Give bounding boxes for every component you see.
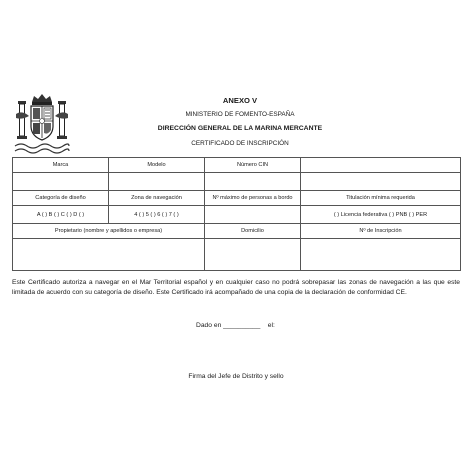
- label-domicilio: Domicilio: [205, 224, 301, 239]
- label-numero-inscripcion: Nº de Inscripción: [301, 224, 461, 239]
- label-propietario: Propietario (nombre y apellidos o empresa): [13, 224, 205, 239]
- design-category-options[interactable]: A ( ) B ( ) C ( ) D ( ): [13, 206, 109, 224]
- field-domicilio[interactable]: [205, 239, 301, 271]
- form-row-labels-1: [13, 158, 461, 173]
- form-row-values-1: [13, 173, 461, 191]
- field-modelo[interactable]: [109, 173, 205, 191]
- annex-title: ANEXO V: [222, 96, 258, 105]
- form-row-labels-2: [13, 191, 461, 206]
- signature-caption: Firma del Jefe de Distrito y sello: [188, 373, 284, 380]
- certificate-title: CERTIFICADO DE INSCRIPCIÓN: [191, 140, 289, 147]
- qualification-options[interactable]: ( ) Licencia federativa ( ) PNB ( ) PER: [301, 206, 461, 224]
- dated-blank: __________: [223, 322, 261, 329]
- label-numero-cin: Número CIN: [205, 158, 301, 173]
- ministry-name: MINISTERIO DE FOMENTO-ESPAÑA: [185, 111, 295, 118]
- spain-coat-of-arms-icon: [12, 90, 72, 154]
- field-marca[interactable]: [13, 173, 109, 191]
- field-max-personas[interactable]: [205, 206, 301, 224]
- registration-form-table: [12, 157, 461, 271]
- label-marca: Marca: [13, 158, 109, 173]
- dated-prefix: Dado en: [196, 322, 222, 329]
- field-extra[interactable]: [301, 173, 461, 191]
- label-categoria-diseno: Categoría de diseño: [13, 191, 109, 206]
- navigation-zone-options[interactable]: 4 ( ) 5 ( ) 6 ( ) 7 ( ): [109, 206, 205, 224]
- label-zona-navegacion: Zona de navegación: [109, 191, 205, 206]
- label-titulacion: Titulación mínima requerida: [301, 191, 461, 206]
- form-row-values-2: [13, 206, 461, 224]
- field-numero-cin[interactable]: [205, 173, 301, 191]
- directorate-name: DIRECCIÓN GENERAL DE LA MARINA MERCANTE: [157, 125, 323, 132]
- authorization-paragraph: Este Certificado autoriza a navegar en el Mar Territorial español y en cualquier caso no podrá sobrepasar las zonas de navegación a las que este limitada de acuerdo con su categoría de diseño. Este Certificado irá acompañado de una copia de la declaración de conformidad CE.: [12, 279, 460, 297]
- dated-line: [196, 322, 275, 329]
- form-row-labels-3: [13, 224, 461, 239]
- label-max-personas: Nº máximo de personas a bordo: [205, 191, 301, 206]
- field-propietario[interactable]: [13, 239, 205, 271]
- form-row-values-3: [13, 239, 461, 271]
- field-numero-inscripcion[interactable]: [301, 239, 461, 271]
- label-empty: [301, 158, 461, 173]
- dated-suffix: el:: [267, 322, 275, 329]
- label-modelo: Modelo: [109, 158, 205, 173]
